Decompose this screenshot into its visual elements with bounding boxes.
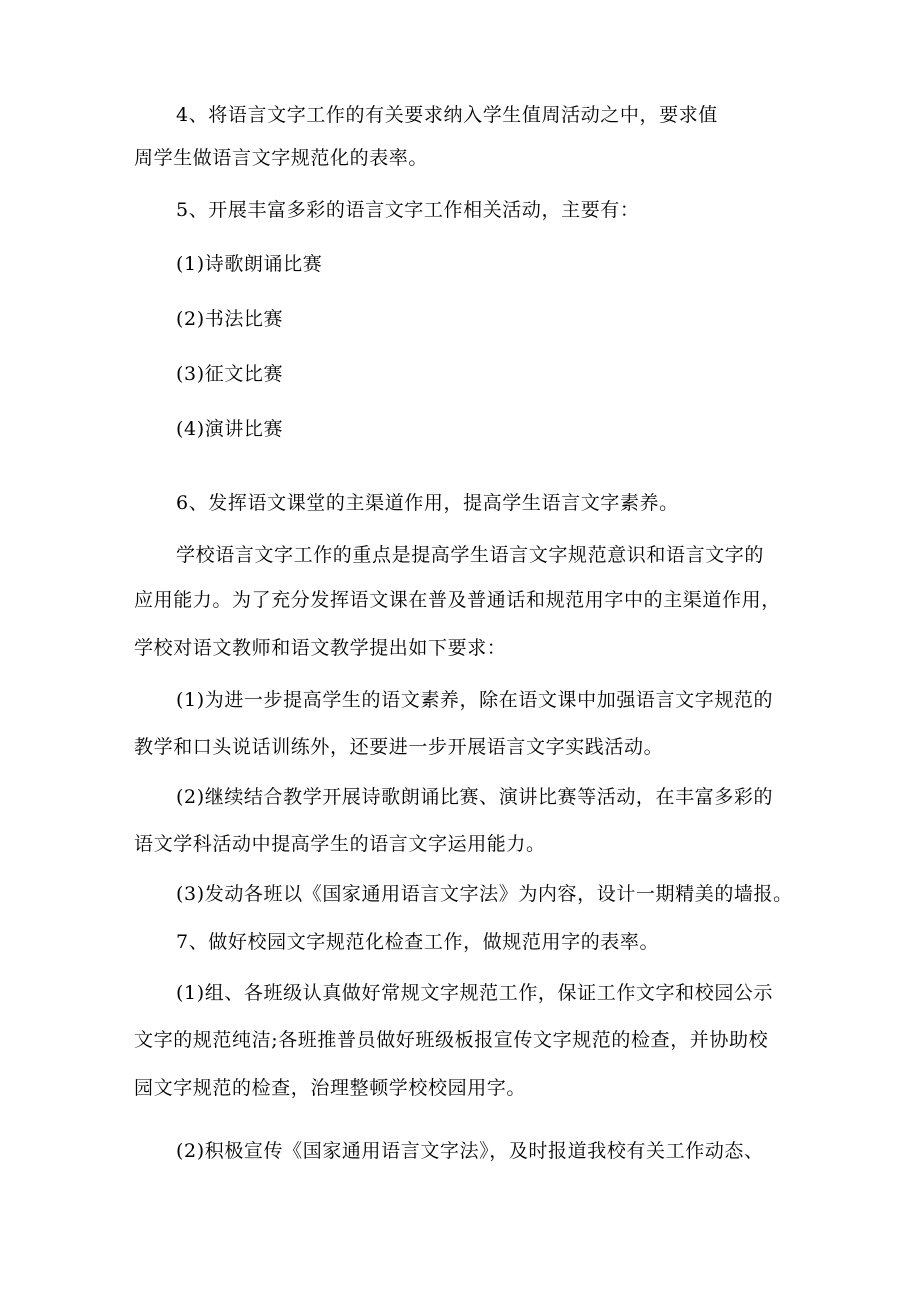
text-line: (3)发动各班以《国家通用语言文字法》为内容，设计一期精美的墙报。: [176, 883, 793, 905]
text-line: (2)积极宣传《国家通用语言文字法》，及时报道我校有关工作动态、: [176, 1140, 764, 1162]
text-line: (3)征文比赛: [176, 363, 284, 385]
text-line: (1)组、各班级认真做好常规文字规范工作，保证工作文字和校园公示: [176, 982, 774, 1004]
text-line: 应用能力。为了充分发挥语文课在普及普通话和规范用字中的主渠道作用，: [134, 589, 781, 611]
text-line: 语文学科活动中提高学生的语言文字运用能力。: [134, 833, 546, 855]
text-line: 园文字规范的检查，治理整顿学校校园用字。: [134, 1077, 527, 1099]
text-line: 周学生做语言文字规范化的表率。: [134, 147, 429, 169]
text-line: (2)书法比赛: [176, 308, 284, 330]
text-line: (1)为进一步提高学生的语文素养，除在语文课中加强语言文字规范的: [176, 689, 774, 711]
text-line: (1)诗歌朗诵比赛: [176, 253, 323, 275]
text-line: 教学和口头说话训练外，还要进一步开展语言文字实践活动。: [134, 736, 664, 758]
text-line: 6、发挥语文课堂的主渠道作用，提高学生语言文字素养。: [176, 492, 679, 514]
text-line: 5、开展丰富多彩的语言文字工作相关活动，主要有：: [176, 199, 640, 221]
text-line: 学校语言文字工作的重点是提高学生语言文字规范意识和语言文字的: [176, 544, 765, 566]
text-line: 7、做好校园文字规范化检查工作，做规范用字的表率。: [176, 931, 660, 953]
text-line: 文字的规范纯洁;各班推普员做好班级板报宣传文字规范的检查，并协助校: [134, 1029, 769, 1051]
text-line: 4、将语言文字工作的有关要求纳入学生值周活动之中，要求值: [176, 104, 718, 126]
text-line: (4)演讲比赛: [176, 418, 284, 440]
text-line: (2)继续结合教学开展诗歌朗诵比赛、演讲比赛等活动，在丰富多彩的: [176, 786, 774, 808]
text-line: 学校对语文教师和语文教学提出如下要求：: [134, 637, 507, 659]
